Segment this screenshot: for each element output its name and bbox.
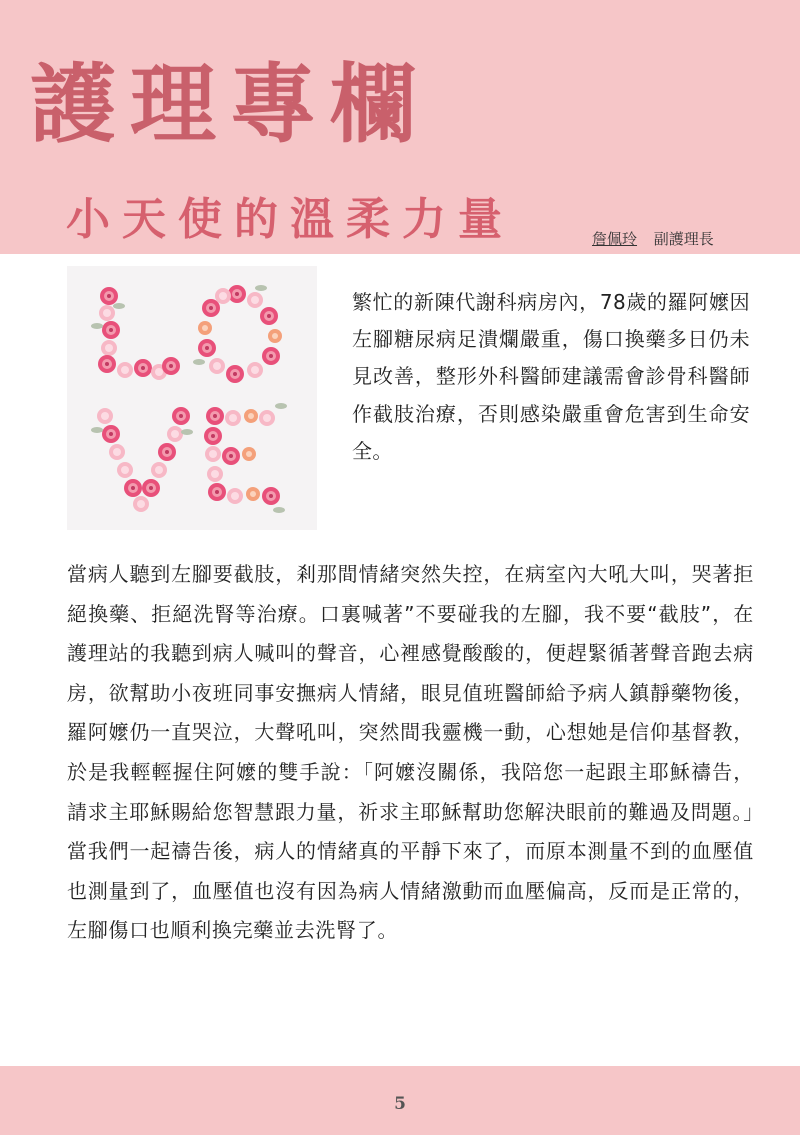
article-body-paragraph: 當病人聽到左腳要截肢，剎那間情緒突然失控，在病室內大吼大叫，哭著拒絕換藥、拒絕洗腎等治療。口裏喊著”不要碰我的左腳，我不要“截肢”，在護理站的我聽到病人喊叫的聲音，心裡感覺酸酸的，便趕緊循著聲音跑去病房，欲幫助小夜班同事安撫病人情緒，眼見值班醫師給予病人鎮靜藥物後，羅阿嬤仍一直哭泣，大聲吼叫，突然間我靈機一動，心想她是信仰基督教，於是我輕輕握住阿嬤的雙手說：「阿嬤沒關係，我陪您一起跟主耶穌禱告，請求主耶穌賜給您智慧跟力量，祈求主耶穌幫助您解決眼前的難過及問題。」當我們一起禱告後，病人的情緒真的平靜下來了，而原本測量不到的血壓值也測量到了，血壓值也沒有因為病人情緒激動而血壓偏高，反而是正常的，左腳傷口也順利換完藥並去洗腎了。: [67, 562, 754, 943]
page-number: 5: [394, 1094, 406, 1114]
article-intro-paragraph: 繁忙的新陳代謝科病房內，78歲的羅阿嬤因左腳糖尿病足潰爛嚴重，傷口換藥多日仍未見改善，整形外科醫師建議需會診骨科醫師作截肢治療，否則感染嚴重會危害到生命安全。: [352, 290, 750, 463]
love-flowers-illustration: [67, 266, 317, 530]
letter-l-flowers: [91, 287, 180, 380]
love-flower-image: [67, 266, 317, 530]
column-title: 護理專欄: [30, 54, 430, 155]
byline: [592, 228, 714, 249]
letter-v-flowers: [91, 407, 193, 512]
letter-e-flowers: [204, 403, 287, 513]
letter-o-flowers: [193, 285, 282, 383]
author-role: 副護理長: [653, 230, 714, 248]
article-title: 小天使的溫柔力量: [66, 194, 514, 245]
author-name: 詹佩玲: [592, 230, 638, 248]
